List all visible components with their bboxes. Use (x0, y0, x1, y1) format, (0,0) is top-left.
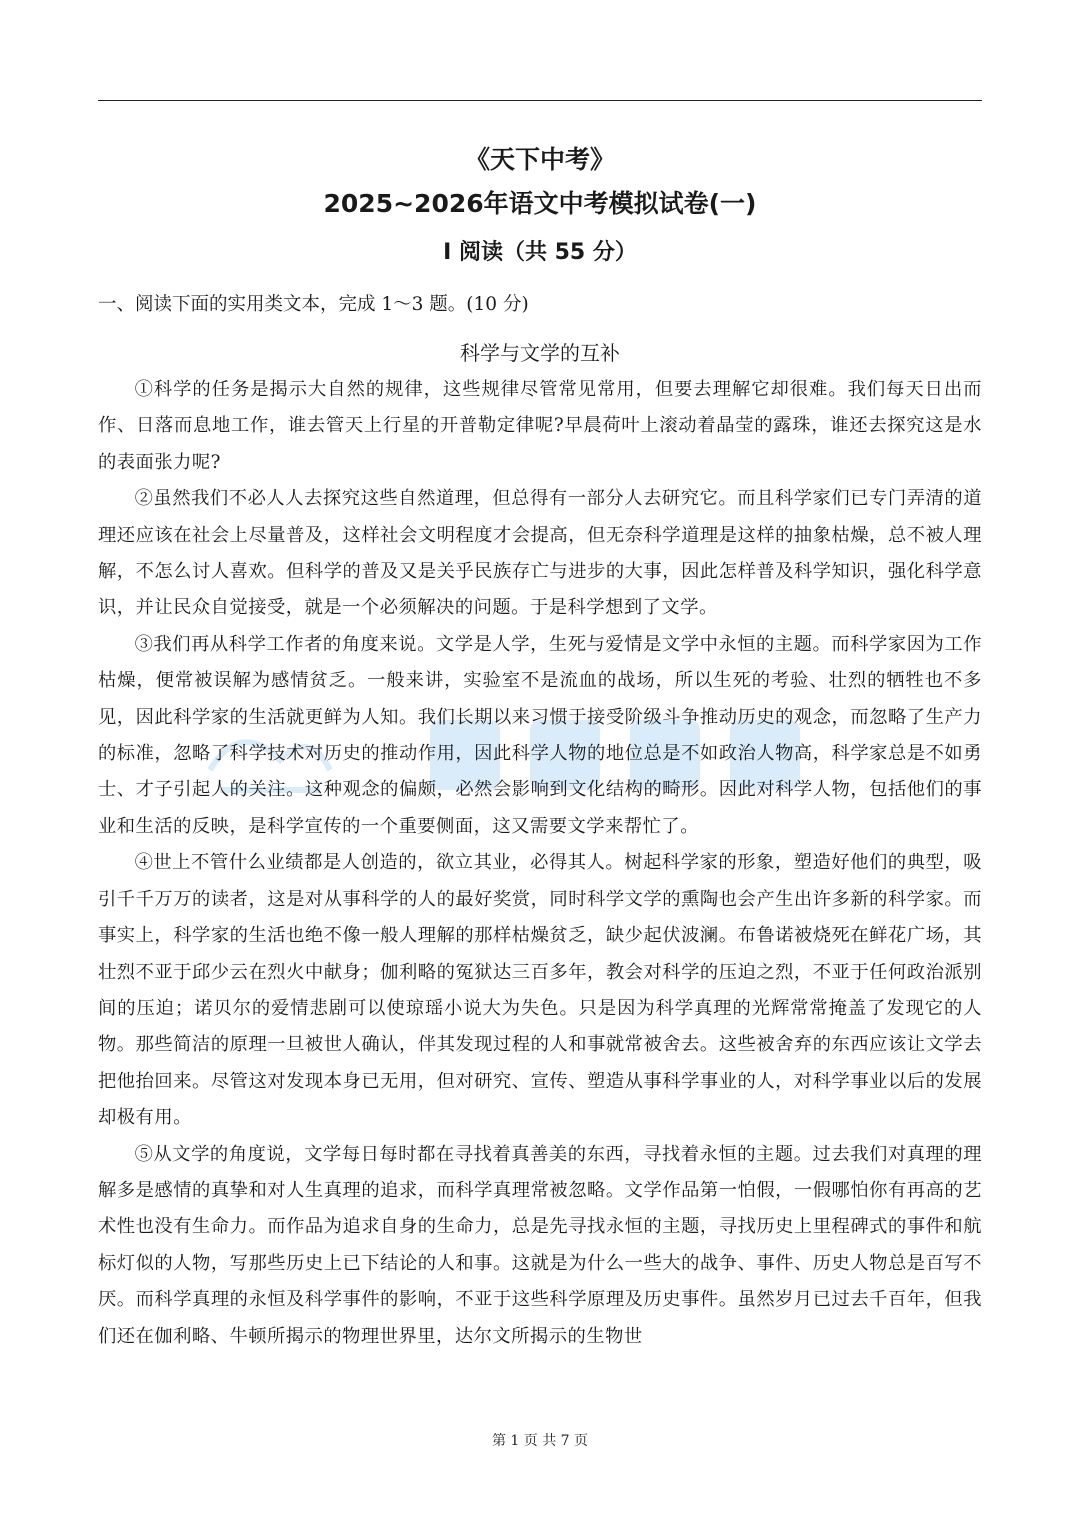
page-number: 第 1 页 共 7 页 (491, 1433, 589, 1449)
question-instruction: 一、阅读下面的实用类文本，完成 1～3 题。(10 分) (98, 294, 529, 315)
paragraph-3: ③我们再从科学工作者的角度来说。文学是人学，生死与爱情是文学中永恒的主题。而科学家因为工作枯燥，便常被误解为感情贫乏。一般来讲，实验室不是流血的战场，所以生死的考验、壮烈的牺牲也不多见，因此科学家的生活就更鲜为人知。我们长期以来习惯于接受阶级斗争推动历史的观念，而忽略了生产力的标准，忽略了科学技术对历史的推动作用，因此科学人物的地位总是不如政治人物高，科学家总是不如勇士、才子引起人的关注。这种观念的偏颇，必然会影响到文化结构的畸形。因此对科学人物，包括他们的事业和生活的反映，是科学宣传的一个重要侧面，这又需要文学来帮忙了。 (98, 633, 982, 837)
paragraph-2: ②虽然我们不必人人去探究这些自然道理，但总得有一部分人去研究它。而且科学家们已专门弄清的道理还应该在社会上尽量普及，这样社会文明程度才会提高，但无奈科学道理是这样的抽象枯燥，总不被人理解，不怎么讨人喜欢。但科学的普及又是关乎民族存亡与进步的大事，因此怎样普及科学知识，强化科学意识，并让民众自觉接受，就是一个必须解决的问题。于是科学想到了文学。 (98, 488, 982, 619)
paragraph-1: ①科学的任务是揭示大自然的规律，这些规律尽管常见常用，但要去理解它却很难。我们每天日出而作、日落而息地工作，谁去管天上行星的开普勒定律呢?早晨荷叶上滚动着晶莹的露珠，谁还去探究这是水的表面张力呢? (98, 379, 982, 473)
part-title: Ⅰ 阅读（共 55 分） (443, 240, 637, 265)
article-body (98, 372, 982, 1355)
paragraph-4: ④世上不管什么业绩都是人创造的，欲立其业，必得其人。树起科学家的形象，塑造好他们的典型，吸引千千万万的读者，这是对从事科学的人的最好奖赏，同时科学文学的熏陶也会产生出许多新的科学家。而事实上，科学家的生活也绝不像一般人理解的那样枯燥贫乏，缺少起伏波澜。布鲁诺被烧死在鲜花广场，其壮烈不亚于邱少云在烈火中献身；伽利略的冤狱达三百多年，教会对科学的压迫之烈，不亚于任何政治派别间的压迫；诺贝尔的爱情悲剧可以使琼瑶小说大为失色。只是因为科学真理的光辉常常掩盖了发现它的人物。那些简洁的原理一旦被世人确认，伴其发现过程的人和事就常被舍去。这些被舍弃的东西应该让文学去把他抬回来。尽管这对发现本身已无用，但对研究、宣传、塑造从事科学事业的人，对科学事业以后的发展却极有用。 (98, 852, 982, 1129)
series-title: 《天下中考》 (464, 145, 615, 174)
exam-title: 2025~2026年语文中考模拟试卷(一) (323, 189, 757, 218)
exam-header (98, 140, 982, 278)
article-title: 科学与文学的互补 (460, 341, 620, 365)
paragraph-5: ⑤从文学的角度说，文学每日每时都在寻找着真善美的东西，寻找着永恒的主题。过去我们对真理的理解多是感情的真挚和对人生真理的追求，而科学真理常被忽略。文学作品第一怕假，一假哪怕你有再高的艺术性也没有生命力。而作品为追求自身的生命力，总是先寻找永恒的主题，寻找历史上里程碑式的事件和航标灯似的人物，写那些历史上已下结论的人和事。这就是为什么一些大的战争、事件、历史人物总是百写不厌。而科学真理的永恒及科学事件的影响，不亚于这些科学原理及历史事件。虽然岁月已过去千百年，但我们还在伽利略、牛顿所揭示的物理世界里，达尔文所揭示的生物世 (98, 1143, 982, 1347)
header-rule (98, 100, 982, 101)
